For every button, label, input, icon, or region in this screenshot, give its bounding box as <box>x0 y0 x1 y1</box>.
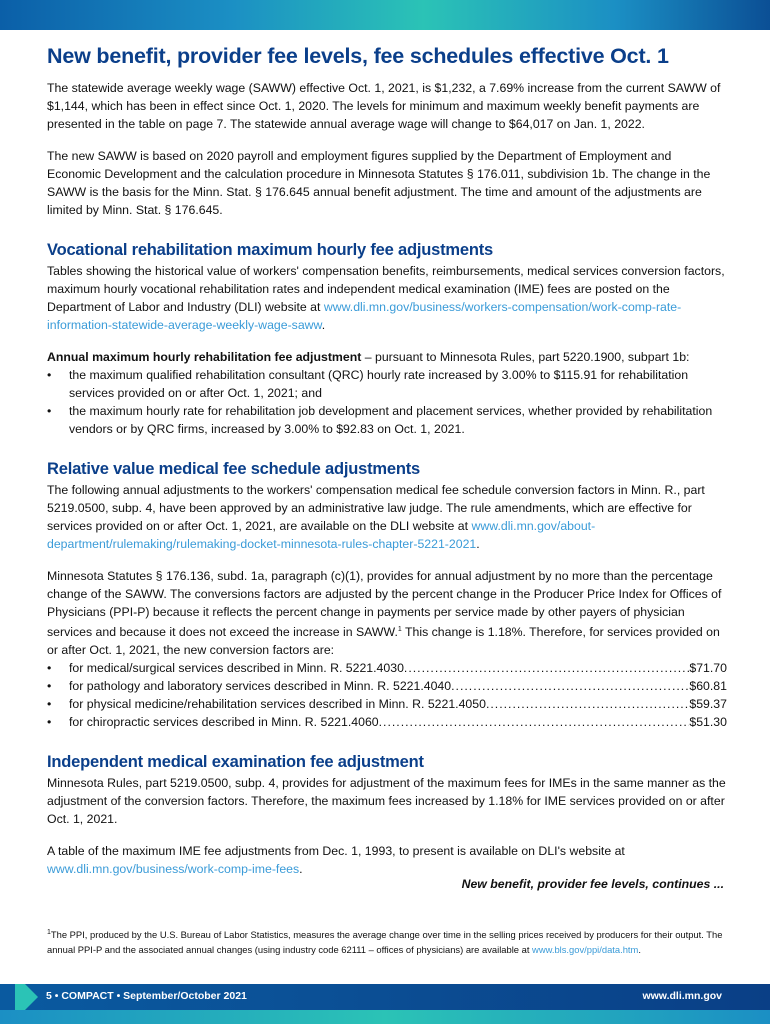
vocational-paragraph-2 <box>47 348 727 366</box>
fee-item <box>47 659 727 677</box>
top-gradient-band <box>0 0 770 30</box>
ime-paragraph-1: Minnesota Rules, part 5219.0500, subp. 4, provides for adjustment of the maximum fees for IMEs in the same manner as the adjustment of the conversion factors. Therefore, the maximum fees increased by 1.18% for IME services provided on or after Oct. 1, 2021. <box>47 776 726 827</box>
article <box>47 44 727 878</box>
bls-link[interactable]: www.bls.gov/ppi/data.htm <box>532 944 639 956</box>
fee-desc: • for chiropractic services described in Minn. R. 5221.4060 <box>69 715 379 730</box>
footnote-ref: 1 <box>397 626 402 633</box>
intro-paragraph-1: The statewide average weekly wage (SAWW) effective Oct. 1, 2021, is $1,232, a 7.69% increase from the current SAWW of $1,144, which has been in effect since Oct. 1, 2020. The levels for minimum and maximum weekly benefit payments are presented in the table on page 7. The statewide annual average wage will change to $64,017 on Jan. 1, 2022. <box>47 81 721 131</box>
fee-item <box>47 677 727 695</box>
vocational-text: Tables showing the historical value of workers' compensation benefits, reimbursements, medical services conversion factors, maximum hourly vocational rehabilitation rates and independent medical examination (IME) fees are posted on the Department of Labor and Industry (DLI) website at <box>47 264 725 314</box>
footnote-number: 1 <box>47 929 51 936</box>
fee-item <box>47 695 727 713</box>
footer-website[interactable]: www.dli.mn.gov <box>642 990 722 1002</box>
fee-item <box>47 713 727 731</box>
saww-link[interactable]: www.dli.mn.gov/business/workers-compensation/work-comp-rate-information-statewide-average-weekly-wage-saww <box>47 300 682 332</box>
relative-text: The following annual adjustments to the workers' compensation medical fee schedule conversion factors in Minn. R., part 5219.0500, subp. 4, have been approved by an administrative law judge. The rule amendments, which are effective for services provided on or after Oct. 1, 2021, are available on the DLI website at <box>47 483 705 533</box>
ime-text: A table of the maximum IME fee adjustments from Dec. 1, 1993, to present is available on DLI's website at <box>47 844 625 859</box>
continues-note: New benefit, provider fee levels, continues ... <box>461 877 724 891</box>
page-footer <box>0 984 770 1010</box>
footnote-text: The PPI, produced by the U.S. Bureau of Labor Statistics, measures the average change over time in the selling prices received by producers for their output. The annual PPI-P and the associated annual changes (using industry code 62111 – offices of physicians) are available at <box>47 929 723 956</box>
relative-text-2: Minnesota Statutes § 176.136, subd. 1a, paragraph (c)(1), provides for annual adjustment by no more than the percentage change of the SAWW. The conversions factors are adjusted by the percent change in the Producer Price Index for Offices of Physicians (PPI-P) because it reflects the percent change in payments per service made by other payers of physician services and because it does not exceed the increase in SAWW. <box>47 569 722 640</box>
leader-dots <box>379 713 690 731</box>
ime-heading: Independent medical examination fee adjustment <box>47 753 424 772</box>
fee-amount: $71.70 <box>689 661 727 676</box>
leader-dots <box>486 695 689 713</box>
annual-max-label: Annual maximum hourly rehabilitation fee adjustment <box>47 350 362 364</box>
relative-paragraph-1 <box>47 481 727 553</box>
leader-dots <box>404 659 689 677</box>
period: . <box>638 944 641 956</box>
intro-paragraph-2: The new SAWW is based on 2020 payroll and employment figures supplied by the Department of Employment and Economic Development and the calculation procedure in Minnesota Statutes § 176.011, subdivision 1b. The change in the SAWW is the basis for the Minn. Stat. § 176.645 annual benefit adjustment. The time and amount of the adjustments are limited by Minn. Stat. § 176.645. <box>47 149 711 217</box>
relative-text-3: This change is 1.18%. Therefore, for services provided on or after Oct. 1, 2021, the new conversion factors are: <box>47 625 720 658</box>
fee-amount: $59.37 <box>689 697 727 712</box>
list-item: • the maximum hourly rate for rehabilitation job development and placement services, whether provided by rehabilitation vendors or by QRC firms, increased by 3.00% to $92.83 on Oct. 1, 2021. <box>47 402 727 438</box>
conversion-factor-list <box>47 659 727 731</box>
page-title: New benefit, provider fee levels, fee schedules effective Oct. 1 <box>47 44 669 68</box>
fee-amount: $60.81 <box>689 679 727 694</box>
relative-heading: Relative value medical fee schedule adjustments <box>47 460 421 478</box>
rulemaking-link[interactable]: www.dli.mn.gov/about-department/rulemaking/rulemaking-docket-minnesota-rules-chapter-5221-2021 <box>47 519 596 551</box>
ime-paragraph-2 <box>47 842 727 878</box>
vocational-heading: Vocational rehabilitation maximum hourly fee adjustments <box>47 241 494 259</box>
period: . <box>299 862 303 877</box>
period: . <box>476 537 480 551</box>
fee-desc: • for physical medicine/rehabilitation services described in Minn. R. 5221.4050 <box>69 697 486 712</box>
fee-desc: • for pathology and laboratory services described in Minn. R. 5221.4040 <box>69 679 452 694</box>
footer-accent <box>15 984 25 1010</box>
vocational-bullets <box>47 366 727 438</box>
footnote <box>47 925 727 957</box>
relative-paragraph-2 <box>47 567 727 659</box>
annual-max-rest: – pursuant to Minnesota Rules, part 5220.1900, subpart 1b: <box>361 350 690 364</box>
footer-page-info: 5 • COMPACT • September/October 2021 <box>46 990 247 1002</box>
leader-dots <box>451 677 689 695</box>
list-item: • the maximum qualified rehabilitation consultant (QRC) hourly rate increased by 3.00% to $115.91 for rehabilitation services provided on or after Oct. 1, 2021; and <box>47 366 727 402</box>
ime-fees-link[interactable]: www.dli.mn.gov/business/work-comp-ime-fees <box>47 862 300 877</box>
chevron-right-icon <box>25 984 38 1010</box>
fee-desc: • for medical/surgical services described in Minn. R. 5221.4030 <box>69 661 404 676</box>
vocational-paragraph-1 <box>47 262 727 334</box>
fee-amount: $51.30 <box>689 715 727 730</box>
period: . <box>321 318 326 332</box>
bottom-gradient-band <box>0 1010 770 1024</box>
